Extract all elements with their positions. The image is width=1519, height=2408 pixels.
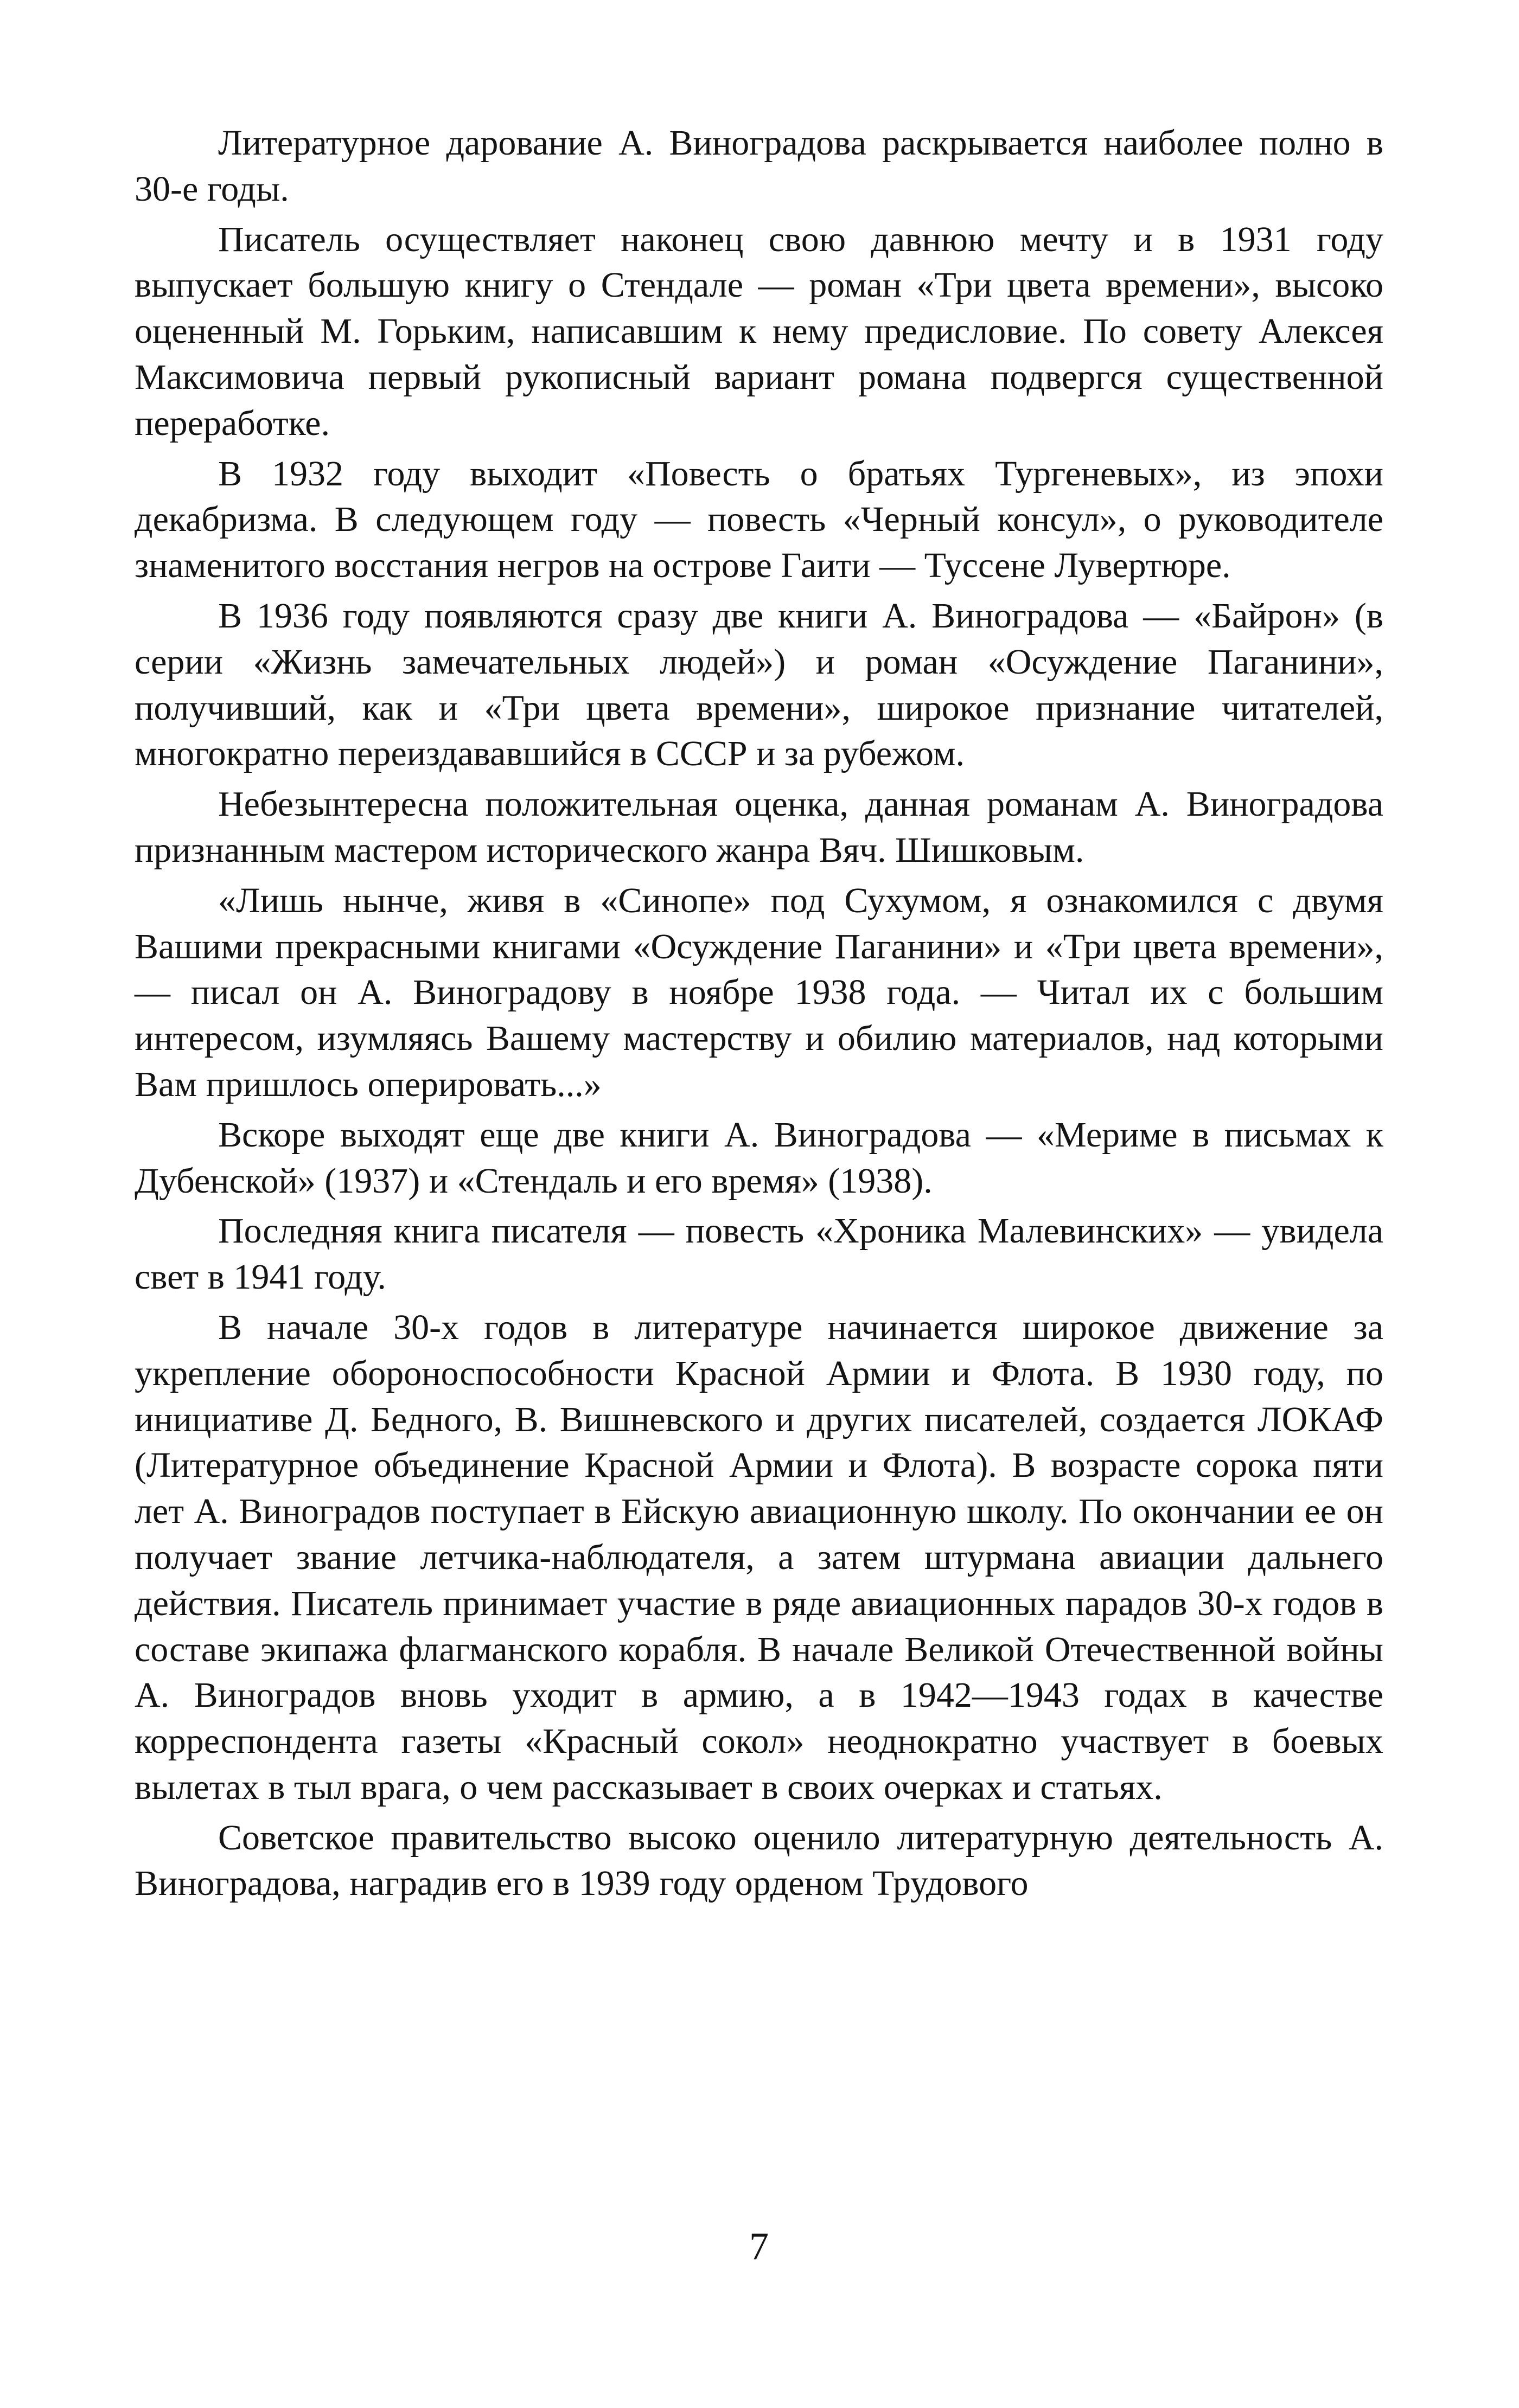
paragraph: В начале 30-х годов в литературе начинается широкое движение за укрепление обороноспособности Красной Армии и Флота. В 1930 году, по инициативе Д. Бедного, В. Вишневского и других писателей, создается ЛОКАФ (Литературное объединение Красной Армии и Флота). В возрасте сорока пяти лет А. Виноградов поступает в Ейскую авиационную школу. По окончании ее он получает звание летчика-наблюдателя, а затем штурмана авиации дальнего действия. Писатель принимает участие в ряде авиационных парадов 30-х годов в составе экипажа флагманского корабля. В начале Великой Отечественной войны А. Виноградов вновь уходит в армию, а в 1942—1943 годах в качестве корреспондента газеты «Красный сокол» неоднократно участвует в боевых вылетах в тыл врага, о чем рассказывает в своих очерках и статьях. [135, 1307, 1383, 1807]
book-page [135, 120, 1383, 2355]
paragraph: В 1936 году появляются сразу две книги А. Виноградова — «Байрон» (в серии «Жизнь замечательных людей») и роман «Осуждение Паганини», получивший, как и «Три цвета времени», широкое признание читателей, многократно переиздававшийся в СССР и за рубежом. [135, 595, 1383, 774]
paragraph: Советское правительство высоко оценило литературную деятельность А. Виноградова, наградив его в 1939 году орденом Трудового [135, 1817, 1383, 1904]
body-text [135, 120, 1383, 1907]
paragraph: Вскоре выходят еще две книги А. Виноградова — «Мериме в письмах к Дубенской» (1937) и «Стендаль и его время» (1938). [135, 1115, 1383, 1201]
paragraph: Литературное дарование А. Виноградова раскрывается наиболее полно в 30-е годы. [135, 123, 1383, 209]
page-number: 7 [749, 2225, 769, 2268]
paragraph: Небезынтересна положительная оценка, данная романам А. Виноградова признанным мастером исторического жанра Вяч. Шишковым. [135, 784, 1383, 870]
paragraph: «Лишь нынче, живя в «Синопе» под Сухумом, я ознакомился с двумя Вашими прекрасными книгами «Осуждение Паганини» и «Три цвета времени», — писал он А. Виноградову в ноябре 1938 года. — Читал их с большим интересом, изумляясь Вашему мастерству и обилию материалов, над которыми Вам пришлось оперировать...» [135, 880, 1383, 1104]
paragraph: Последняя книга писателя — повесть «Хроника Малевинских» — увидела свет в 1941 году. [135, 1211, 1383, 1297]
paragraph: Писатель осуществляет наконец свою давнюю мечту и в 1931 году выпускает большую книгу о Стендале — роман «Три цвета времени», высоко оцененный М. Горьким, написавшим к нему предисловие. По совету Алексея Максимовича первый рукописный вариант романа подвергся существенной переработке. [135, 219, 1383, 443]
paragraph: В 1932 году выходит «Повесть о братьях Тургеневых», из эпохи декабризма. В следующем году — повесть «Черный консул», о руководителе знаменитого восстания негров на острове Гаити — Туссене Лувертюре. [135, 453, 1383, 586]
